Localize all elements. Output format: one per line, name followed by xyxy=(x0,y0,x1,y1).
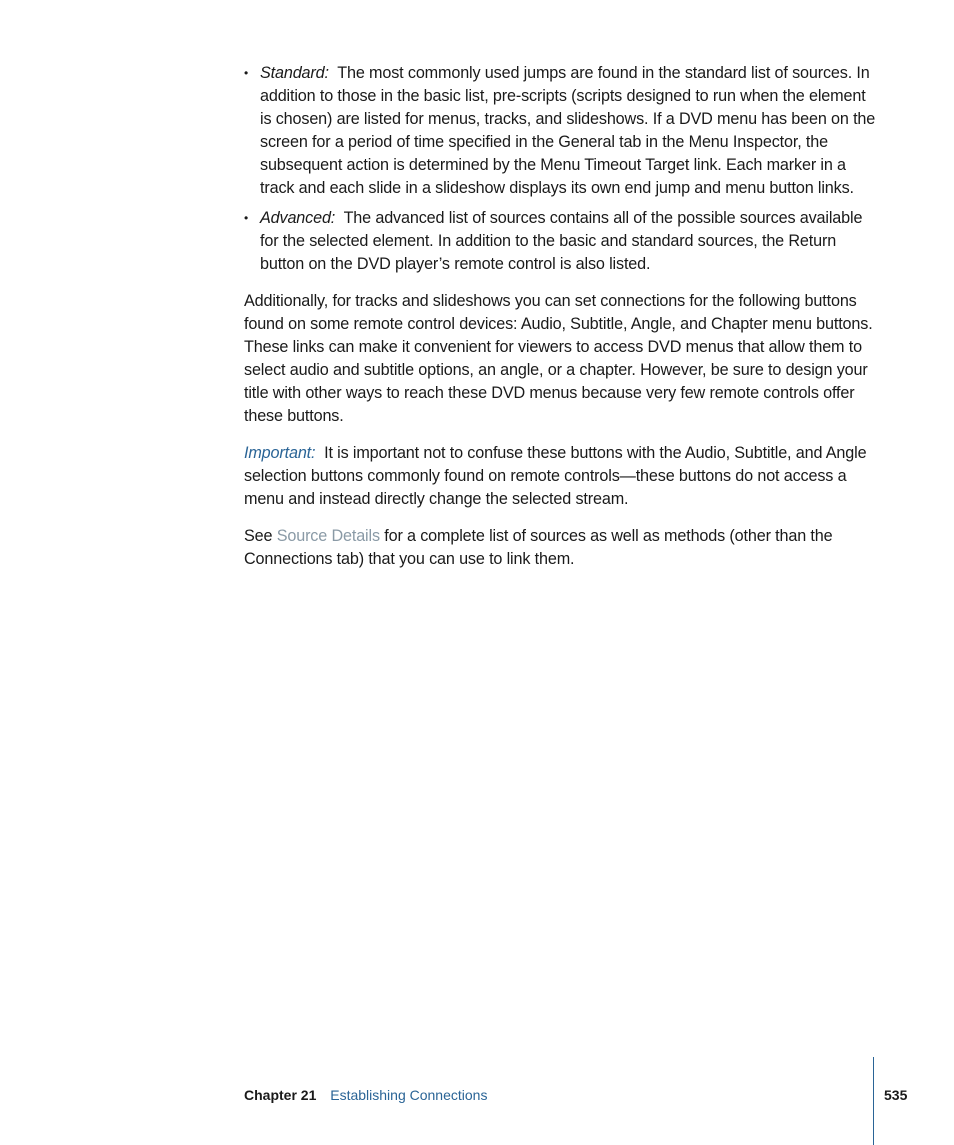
footer-chapter-title[interactable]: Establishing Connections xyxy=(330,1087,488,1103)
list-item-standard xyxy=(244,62,876,200)
footer-divider xyxy=(873,1057,874,1145)
bullet-icon: • xyxy=(244,211,249,225)
see-prefix: See xyxy=(244,527,273,545)
list-item-advanced xyxy=(244,207,876,276)
important-text: It is important not to confuse these buttons with the Audio, Subtitle, and Angle selection buttons commonly found on remote controls—these buttons do not access a menu and instead directly change the selected stream. xyxy=(244,444,867,508)
important-note xyxy=(244,442,876,511)
important-label: Important: xyxy=(244,444,316,462)
source-levels-list xyxy=(244,62,876,276)
paragraph-remote-buttons: Additionally, for tracks and slideshows you can set connections for the following buttons found on some remote control devices: Audio, Subtitle, Angle, and Chapter menu buttons. These links can make it convenient for viewers to access DVD menus that allow them to select audio and subtitle options, an angle, or a chapter. However, be sure to design your title with other ways to reach these DVD menus because very few remote controls offer these buttons. xyxy=(244,292,873,425)
list-item-term: Standard: xyxy=(260,64,329,82)
page-number: 535 xyxy=(884,1087,908,1103)
page-body xyxy=(244,62,876,585)
list-item-term: Advanced: xyxy=(260,209,336,227)
see-suffix: for a complete list of sources as well as methods (other than the Connections tab) that you can use to link them. xyxy=(244,527,833,568)
footer-chapter: Chapter 21 xyxy=(244,1087,317,1103)
source-details-link[interactable]: Source Details xyxy=(276,527,380,545)
see-also-paragraph xyxy=(244,525,876,571)
bullet-icon: • xyxy=(244,66,249,80)
page-footer xyxy=(244,1086,487,1104)
list-item-text: The most commonly used jumps are found in the standard list of sources. In addition to those in the basic list, pre-scripts (scripts designed to run when the element is chosen) are listed for menus, tracks, and slideshows. If a DVD menu has been on the screen for a period of time specified in the General tab in the Menu Inspector, the subsequent action is determined by the Menu Timeout Target link. Each marker in a track and each slide in a slideshow displays its own end jump and menu button links. xyxy=(260,64,876,197)
list-item-text: The advanced list of sources contains all of the possible sources available for the selected element. In addition to the basic and standard sources, the Return button on the DVD player’s remote control is also listed. xyxy=(260,209,863,273)
